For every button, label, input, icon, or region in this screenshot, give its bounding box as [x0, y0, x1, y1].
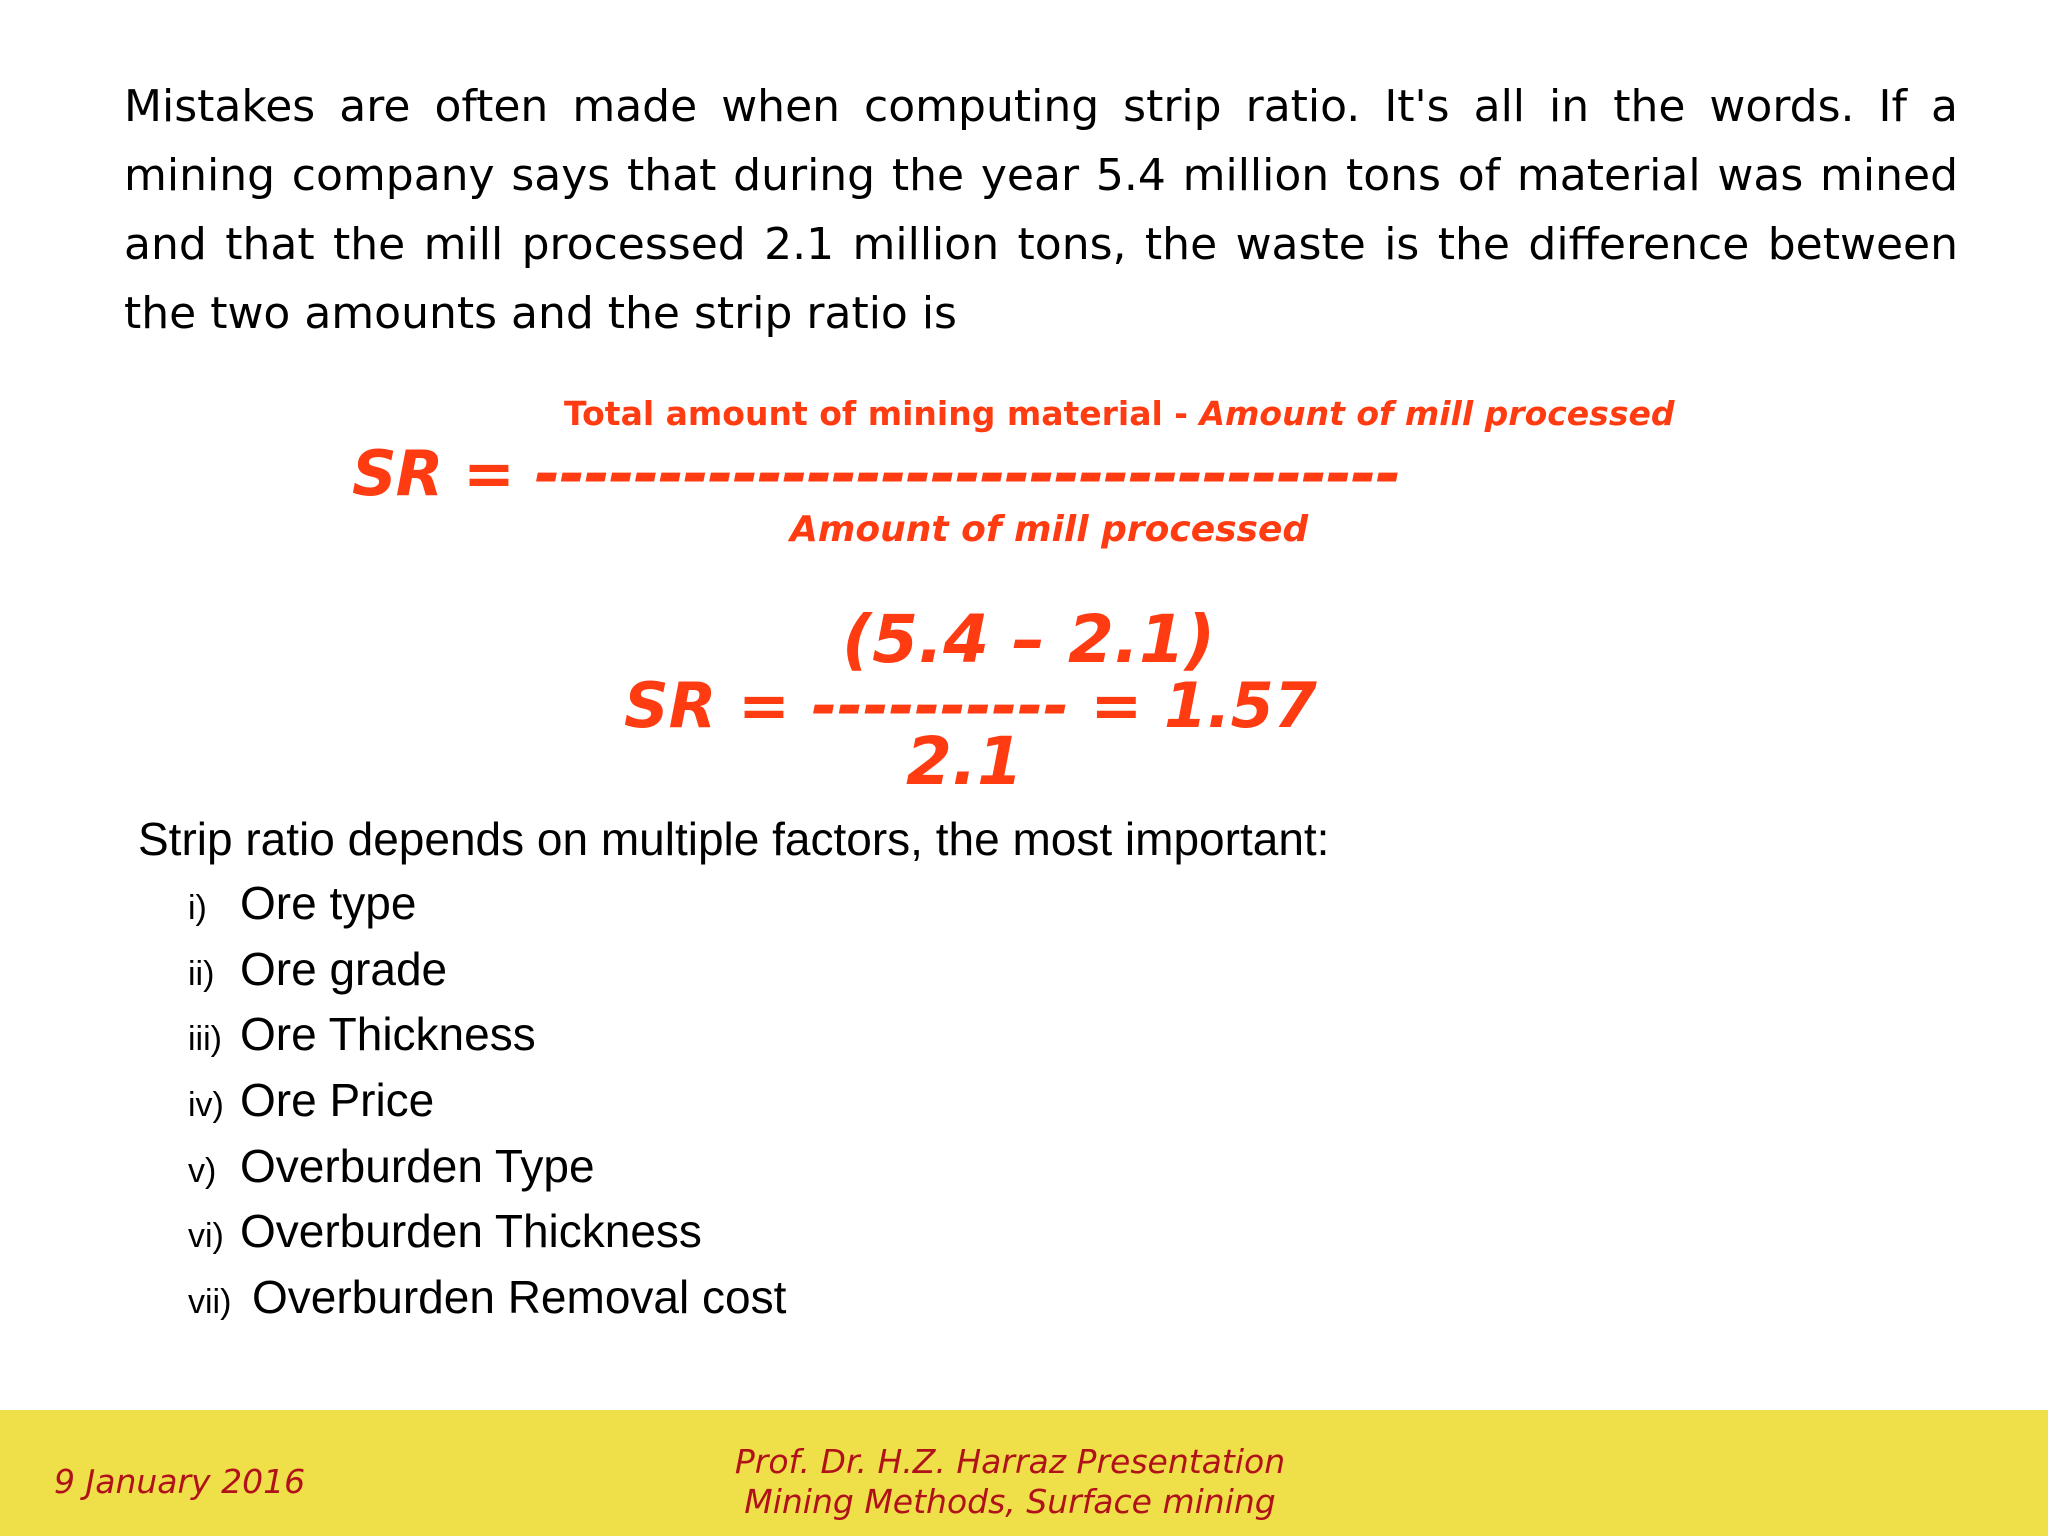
- formula-numerator-mill: Amount of mill processed: [1199, 394, 1675, 433]
- factor-item: [188, 940, 786, 1006]
- factor-item: [188, 1005, 786, 1071]
- formula-denominator: Amount of mill processed: [790, 509, 1309, 550]
- footer-date: 9 January 2016: [54, 1462, 306, 1501]
- factor-number: ii): [188, 954, 215, 993]
- footer-credits: [700, 1442, 1320, 1522]
- footer-presenter: Prof. Dr. H.Z. Harraz Presentation: [734, 1442, 1286, 1481]
- factor-label: Ore Price: [240, 1074, 435, 1127]
- factor-list: [188, 874, 786, 1334]
- factor-item: [188, 874, 786, 940]
- factor-label: Overburden Type: [240, 1139, 595, 1192]
- slide-footer: [0, 1410, 2048, 1536]
- factors-heading: Strip ratio depends on multiple factors, the most important:: [138, 813, 1330, 865]
- example-denominator: 2.1: [906, 723, 1023, 800]
- intro-paragraph: Mistakes are often made when computing strip ratio. It's all in the words. If a mining company says that during the year 5.4 million tons of material was mined and that the mill processed 2.1 million tons, the waste is the difference between the two amounts and the strip ratio is: [124, 81, 1958, 339]
- formula-numerator: [564, 394, 1674, 434]
- factor-number: vi): [188, 1217, 224, 1256]
- factor-item: [188, 1071, 786, 1137]
- factor-label: Overburden Thickness: [240, 1205, 702, 1258]
- factor-number: i): [188, 889, 207, 927]
- factor-label: Ore Thickness: [240, 1008, 536, 1061]
- factor-item: [188, 1268, 786, 1334]
- factor-item: [188, 1137, 786, 1203]
- factor-item: [188, 1202, 786, 1268]
- factor-label: Ore type: [240, 877, 417, 929]
- example-numerator: (5.4 – 2.1): [842, 601, 1216, 678]
- formula-main-line: SR = -----------------------------------: [352, 437, 1401, 510]
- factor-number: vii): [188, 1283, 232, 1322]
- footer-topic: Mining Methods, Surface mining: [744, 1482, 1276, 1521]
- factor-number: v): [188, 1151, 217, 1190]
- factor-label: Ore grade: [240, 942, 448, 995]
- example-main-line: SR = ---------- = 1.57: [624, 669, 1317, 742]
- formula-numerator-total: Total amount of mining material -: [564, 394, 1200, 433]
- factor-number: iv): [188, 1086, 224, 1125]
- factor-label: Overburden Removal cost: [252, 1271, 787, 1324]
- factor-number: iii): [188, 1020, 222, 1059]
